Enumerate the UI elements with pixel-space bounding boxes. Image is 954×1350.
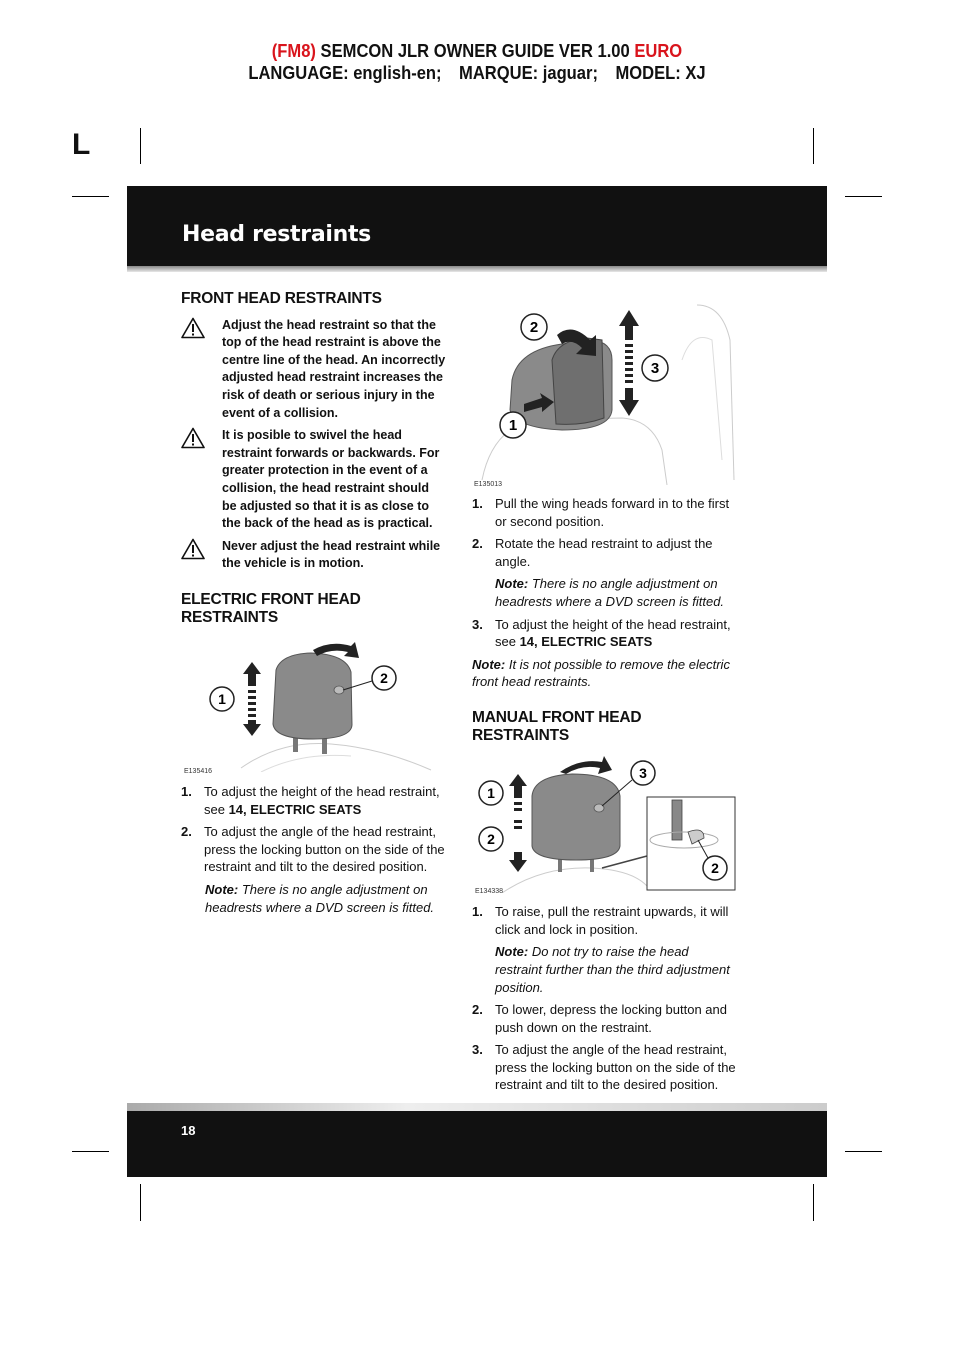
step-text: To adjust the angle of the head restraint, press the locking button on the side of the restraint and tilt to the desired position.: [204, 824, 445, 875]
header-language: LANGUAGE: english-en;: [248, 63, 442, 83]
step-item: [472, 616, 737, 651]
cross-reference-link[interactable]: 14, ELECTRIC SEATS: [519, 634, 653, 650]
crop-mark: [72, 196, 109, 197]
page-title: Head restraints: [182, 222, 371, 247]
note: [472, 943, 737, 996]
note-text: Do not try to raise the head restraint further than the third adjustment position.: [495, 944, 730, 995]
warning-text: Never adjust the head restraint while the vehicle is in motion.: [222, 538, 441, 571]
step-number: 2.: [472, 536, 483, 552]
crop-mark: [140, 128, 141, 164]
wing-head-restraint-drawing: [472, 300, 737, 485]
cross-reference-link[interactable]: 14, ELECTRIC SEATS: [228, 801, 362, 817]
step-item: [472, 903, 737, 938]
step-number: 1.: [472, 904, 483, 920]
note-label: Note:: [495, 944, 529, 960]
header-line-1: [38, 40, 916, 62]
manual-head-restraint-illustration: [472, 756, 737, 896]
step-number: 1.: [181, 784, 192, 800]
warning-triangle-icon: [181, 317, 205, 339]
note-label: Note:: [495, 576, 529, 592]
warning-item: [181, 427, 446, 533]
document-header: [38, 40, 916, 84]
header-euro: EURO: [634, 41, 683, 61]
step-number: 2.: [181, 824, 192, 840]
warning-item: [181, 538, 446, 573]
crop-mark: [72, 1151, 109, 1152]
warning-text: It is posible to swivel the head restraint forwards or backwards. For greater protection in the event of a collision, the head restraint should be adjusted so that it is as close to the back of the head as is practical.: [222, 428, 440, 531]
callout-1: 1: [508, 417, 518, 434]
step-text: Pull the wing heads forward in to the first or second position.: [495, 496, 730, 529]
note-text: It is not possible to remove the electric front head restraints.: [472, 656, 730, 690]
step-item: [181, 783, 446, 818]
wing-head-restraint-illustration: [472, 300, 737, 488]
heading-electric-front-head-restraints: ELECTRIC FRONT HEAD RESTRAINTS: [181, 590, 361, 626]
step-text: To raise, pull the restraint upwards, it will click and lock in position.: [495, 904, 729, 937]
note-text: There is no angle adjustment on headrests where a DVD screen is fitted.: [495, 576, 725, 609]
crop-mark: [813, 128, 814, 164]
crop-mark: [813, 1184, 814, 1221]
electric-head-restraint-illustration: [181, 640, 445, 776]
note: [472, 575, 737, 610]
heading-manual-front-head-restraints: MANUAL FRONT HEAD RESTRAINTS: [472, 708, 642, 744]
callout-3: 3: [650, 360, 660, 377]
figure-code: E134338: [475, 888, 504, 896]
step-item: [472, 535, 737, 570]
header-model: MODEL: XJ: [615, 63, 706, 83]
right-column: [472, 300, 737, 1094]
manual-head-restraint-drawing: [472, 756, 737, 893]
crop-mark: [845, 1151, 882, 1152]
footer-bar-shadow: [127, 1103, 827, 1111]
left-column: [181, 290, 446, 916]
header-line-2: [38, 62, 916, 84]
header-guide: SEMCON JLR OWNER GUIDE VER 1.00: [320, 41, 630, 61]
title-bar-shadow: [127, 266, 827, 272]
warning-item: [181, 317, 446, 423]
electric-head-restraint-drawing: [181, 640, 445, 772]
note-text: There is no angle adjustment on headrests where a DVD screen is fitted.: [205, 882, 435, 915]
footer-bar: [127, 1111, 827, 1177]
callout-1: 1: [218, 691, 226, 708]
note: [472, 656, 737, 691]
step-item: [181, 823, 446, 876]
callout-2: 2: [380, 670, 388, 687]
heading-front-head-restraints: FRONT HEAD RESTRAINTS: [181, 290, 382, 307]
step-item: [472, 1041, 737, 1094]
callout-2: 2: [711, 860, 719, 877]
note-label: Note:: [472, 656, 506, 672]
crop-mark: [845, 196, 882, 197]
figure-code: E135013: [474, 481, 503, 488]
step-text: To adjust the height of the head restraint, see: [204, 784, 440, 817]
page-number: 18: [181, 1123, 196, 1138]
callout-1: 1: [487, 785, 495, 802]
crop-mark: [140, 1184, 141, 1221]
note-label: Note:: [205, 882, 239, 898]
note: [181, 881, 446, 916]
warning-triangle-icon: [181, 427, 205, 449]
title-bar: [127, 186, 827, 266]
warning-text: Adjust the head restraint so that the top of the head restraint is above the centre line of the head. An incorrectly adjusted head restraint increases the risk of death or serious injury in the event of a collision.: [222, 317, 446, 420]
step-text: Rotate the head restraint to adjust the angle.: [495, 536, 713, 569]
header-fm8: (FM8): [271, 41, 316, 61]
step-text: To lower, depress the locking button and push down on the restraint.: [495, 1002, 727, 1035]
step-number: 1.: [472, 496, 483, 511]
warning-triangle-icon: [181, 538, 205, 560]
side-mark: L: [72, 128, 91, 161]
step-item: [472, 495, 737, 530]
step-number: 3.: [472, 1042, 483, 1058]
callout-3: 3: [639, 765, 647, 782]
step-text: To adjust the angle of the head restraint, press the locking button on the side of the restraint and tilt to the desired position.: [495, 1042, 736, 1093]
callout-2: 2: [529, 319, 539, 336]
header-marque: MARQUE: jaguar;: [459, 63, 598, 83]
step-number: 2.: [472, 1002, 483, 1018]
step-number: 3.: [472, 616, 483, 632]
callout-2: 2: [487, 831, 495, 848]
step-text: To adjust the height of the head restraint, see: [495, 616, 731, 650]
figure-code: E135416: [184, 768, 213, 776]
step-item: [472, 1001, 737, 1036]
